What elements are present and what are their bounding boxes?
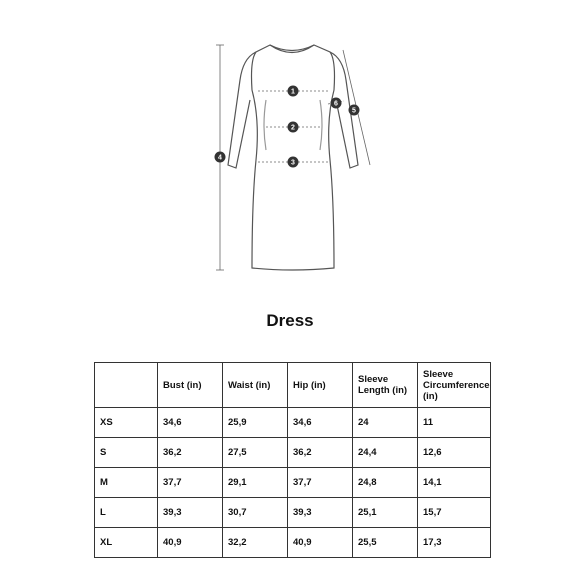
- table-cell: 32,2: [223, 528, 288, 558]
- table-cell: 34,6: [288, 408, 353, 438]
- table-cell: 39,3: [288, 498, 353, 528]
- table-row: [95, 498, 491, 528]
- table-cell: 12,6: [418, 438, 491, 468]
- sleeve-length-marker: [349, 105, 360, 116]
- hip-marker-label: 3: [291, 159, 295, 167]
- table-row: [95, 528, 491, 558]
- table-cell: S: [95, 438, 158, 468]
- waist-marker: [288, 122, 299, 133]
- table-header-cell: Sleeve Length (in): [353, 363, 418, 408]
- table-cell: XL: [95, 528, 158, 558]
- table-cell: 24: [353, 408, 418, 438]
- table-header-cell: Hip (in): [288, 363, 353, 408]
- table-cell: 40,9: [158, 528, 223, 558]
- page-title: Dress: [266, 311, 314, 330]
- table-header-cell: Sleeve Circumference (in): [418, 363, 491, 408]
- table-cell: XS: [95, 408, 158, 438]
- table-header-cell: [95, 363, 158, 408]
- table-cell: 25,1: [353, 498, 418, 528]
- table-cell: 40,9: [288, 528, 353, 558]
- table-cell: 30,7: [223, 498, 288, 528]
- table-row: [95, 408, 491, 438]
- sleeve-length-marker-label: 5: [352, 107, 356, 115]
- table-cell: 17,3: [418, 528, 491, 558]
- waist-marker-label: 2: [291, 124, 295, 132]
- table-cell: 24,4: [353, 438, 418, 468]
- table-cell: 39,3: [158, 498, 223, 528]
- table-header-cell: Bust (in): [158, 363, 223, 408]
- table-cell: 25,5: [353, 528, 418, 558]
- table-cell: 37,7: [158, 468, 223, 498]
- table-cell: 34,6: [158, 408, 223, 438]
- table-header-cell: Waist (in): [223, 363, 288, 408]
- bust-marker: [288, 86, 299, 97]
- sleeve-circumference-marker: [331, 98, 342, 109]
- neckline: [270, 45, 314, 53]
- table-cell: 24,8: [353, 468, 418, 498]
- table-cell: 36,2: [288, 438, 353, 468]
- table-cell: 14,1: [418, 468, 491, 498]
- table-cell: 11: [418, 408, 491, 438]
- length-marker: [215, 152, 226, 163]
- right-princess-seam: [320, 100, 322, 150]
- table-cell: 37,7: [288, 468, 353, 498]
- left-princess-seam: [264, 100, 266, 150]
- hip-marker: [288, 157, 299, 168]
- bust-marker-label: 1: [291, 88, 295, 96]
- table-row: [95, 468, 491, 498]
- table-cell: 25,9: [223, 408, 288, 438]
- table-cell: 29,1: [223, 468, 288, 498]
- table-header-row: [95, 363, 491, 408]
- table-cell: M: [95, 468, 158, 498]
- table-cell: 36,2: [158, 438, 223, 468]
- table-cell: L: [95, 498, 158, 528]
- sleeve-circumference-marker-label: 6: [334, 100, 338, 108]
- size-chart-table: [94, 362, 491, 558]
- length-marker-label: 4: [218, 154, 222, 162]
- table-cell: 15,7: [418, 498, 491, 528]
- table-row: [95, 438, 491, 468]
- table-cell: 27,5: [223, 438, 288, 468]
